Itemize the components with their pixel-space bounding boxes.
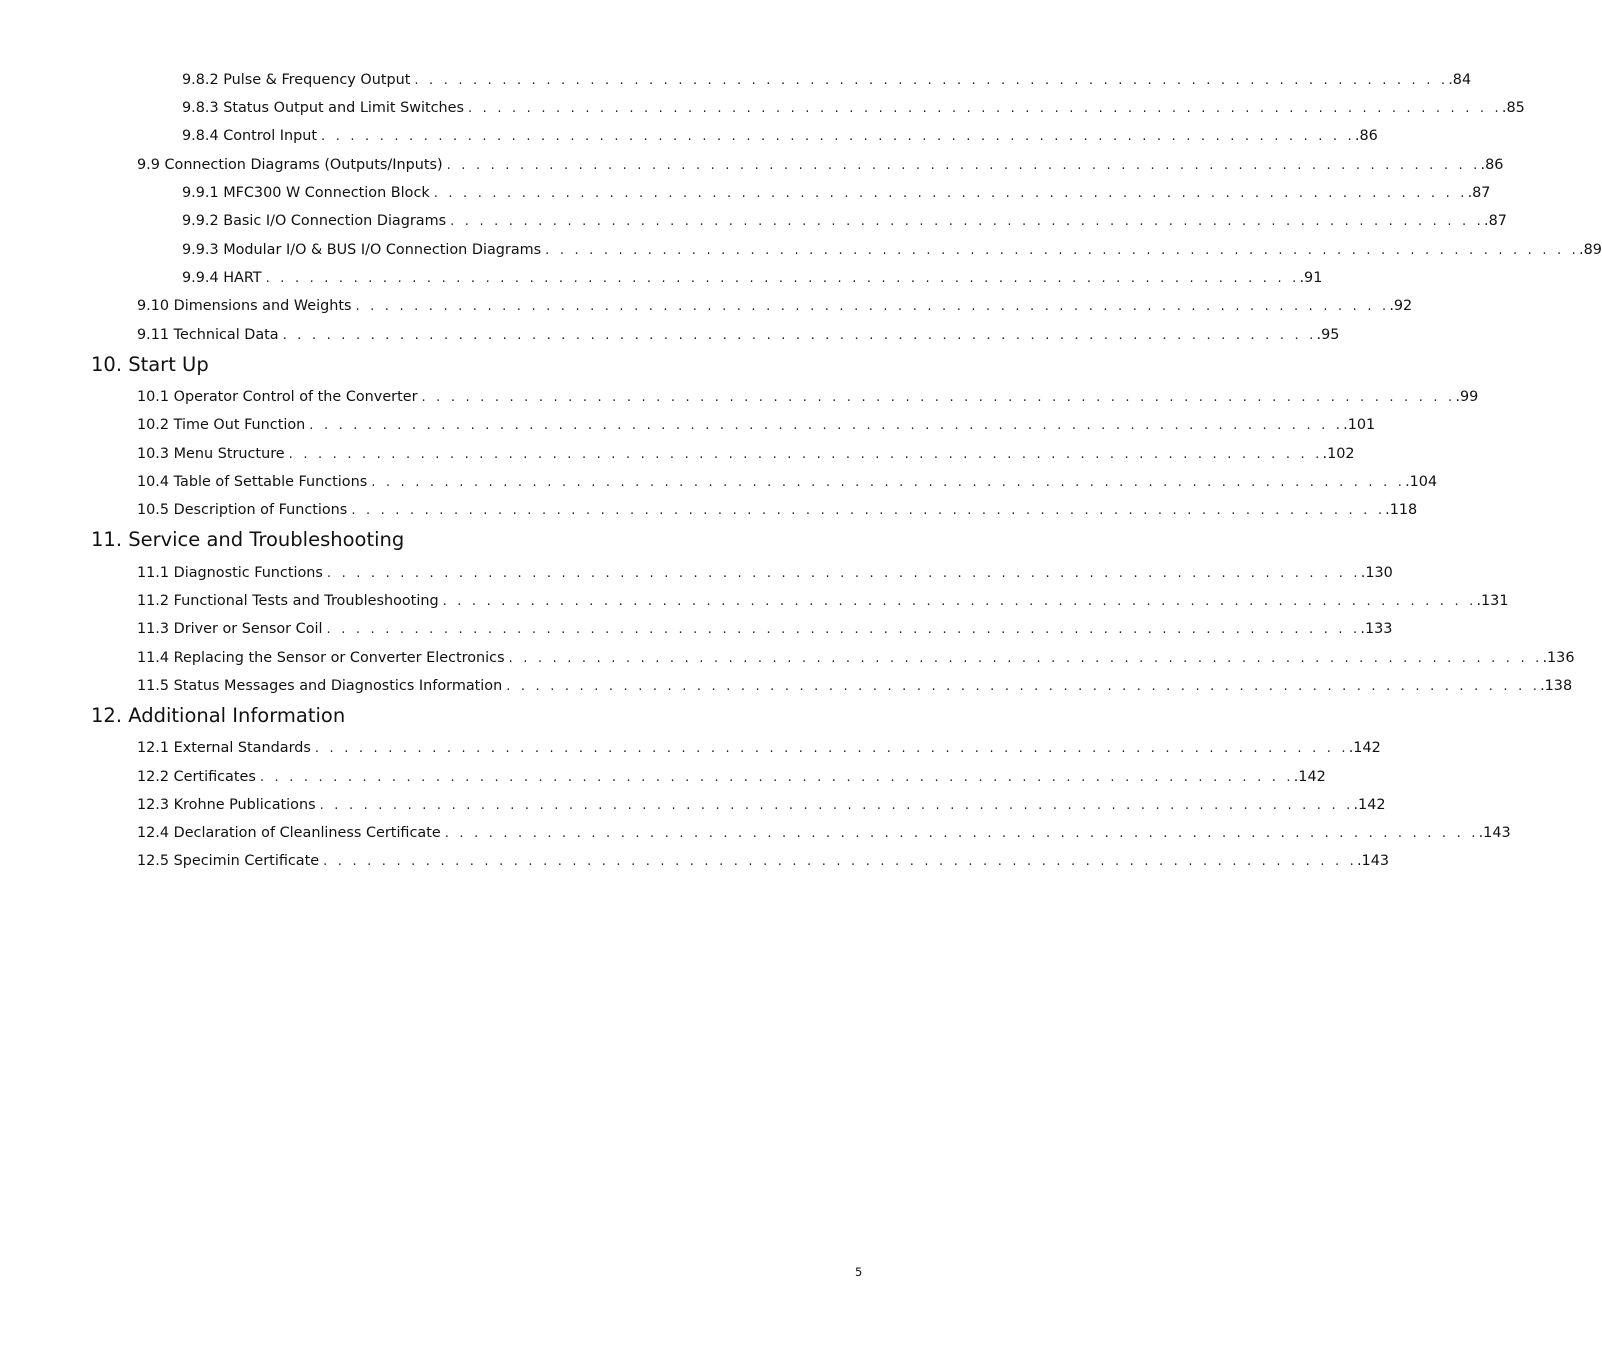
toc-entry-9-10[interactable] xyxy=(137,296,1413,316)
toc-entry-title: 9.9.2 Basic I/O Connection Diagrams xyxy=(182,213,447,229)
toc-entry-page: .142 xyxy=(1348,740,1381,756)
toc-entry-page: .95 xyxy=(1316,327,1340,343)
toc-entry-12-3[interactable] xyxy=(137,795,1386,815)
dot-leader: . . . . . . . . . . . . . . . . . . . . . . . . . . . . . . . . . . . . . . . . . . . . . . . . . . . . . . . . . . . . . . . . . . . . . . . xyxy=(545,243,1580,258)
toc-entry-page: .86 xyxy=(1354,128,1378,144)
toc-entry-title: 11.5 Status Messages and Diagnostics Information xyxy=(137,678,503,694)
toc-entry-12-4[interactable] xyxy=(137,823,1511,843)
toc-entry-page: .136 xyxy=(1542,650,1575,666)
dot-leader: . . . . . . . . . . . . . . . . . . . . . . . . . . . . . . . . . . . . . . . . . . . . . . . . . . . . . . . . . . . . . . . . . . . . . . . xyxy=(309,418,1344,433)
toc-entry-title: 10.3 Menu Structure xyxy=(137,446,285,462)
toc-entry-page: .131 xyxy=(1476,593,1509,609)
toc-entry-page: .92 xyxy=(1389,298,1413,314)
dot-leader: . . . . . . . . . . . . . . . . . . . . . . . . . . . . . . . . . . . . . . . . . . . . . . . . . . . . . . . . . . . . . . . . . . . . . . . xyxy=(508,651,1543,666)
toc-entry-title: 10.1 Operator Control of the Converter xyxy=(137,389,418,405)
toc-entry-page: .102 xyxy=(1322,446,1355,462)
toc-entry-title: 11.4 Replacing the Sensor or Converter Electronics xyxy=(137,650,505,666)
toc-entry-page: .130 xyxy=(1360,565,1393,581)
toc-entry-page: .86 xyxy=(1480,157,1504,173)
toc-entry-title: 10.5 Description of Functions xyxy=(137,502,348,518)
toc-entry-title: 12.2 Certificates xyxy=(137,769,256,785)
dot-leader: . . . . . . . . . . . . . . . . . . . . . . . . . . . . . . . . . . . . . . . . . . . . . . . . . . . . . . . . . . . . . . . . . . . . . . . xyxy=(314,741,1349,756)
dot-leader: . . . . . . . . . . . . . . . . . . . . . . . . . . . . . . . . . . . . . . . . . . . . . . . . . . . . . . . . . . . . . . . . . . . . . . . xyxy=(351,503,1386,518)
toc-entry-page: .87 xyxy=(1484,213,1507,229)
toc-entry-title: 9.11 Technical Data xyxy=(137,327,279,343)
toc-entry-9-8-4[interactable] xyxy=(182,126,1378,146)
toc-entry-title: 11.3 Driver or Sensor Coil xyxy=(137,621,323,637)
toc-entry-title: 12.5 Specimin Certificate xyxy=(137,853,320,869)
dot-leader: . . . . . . . . . . . . . . . . . . . . . . . . . . . . . . . . . . . . . . . . . . . . . . . . . . . . . . . . . . . . . . . . . . . . . . . xyxy=(446,158,1481,173)
toc-entry-page: .118 xyxy=(1385,502,1418,518)
toc-entry-page: .87 xyxy=(1467,185,1491,201)
dot-leader: . . . . . . . . . . . . . . . . . . . . . . . . . . . . . . . . . . . . . . . . . . . . . . . . . . . . . . . . . . . . . . . . . . . . . . . xyxy=(288,447,1323,462)
dot-leader: . . . . . . . . . . . . . . . . . . . . . . . . . . . . . . . . . . . . . . . . . . . . . . . . . . . . . . . . . . . . . . . . . . . . . . . xyxy=(442,594,1477,609)
toc-entry-10-5[interactable] xyxy=(137,500,1418,520)
toc-entry-9-9-4[interactable] xyxy=(182,268,1323,288)
toc-entry-page: .101 xyxy=(1343,417,1376,433)
toc-entry-title: 10.4 Table of Settable Functions xyxy=(137,474,368,490)
toc-entry-9-9-3[interactable] xyxy=(182,240,1602,260)
toc-entry-title: 9.8.2 Pulse & Frequency Output xyxy=(182,72,411,88)
toc-entry-9-9-2[interactable] xyxy=(182,211,1507,231)
section-heading-12[interactable]: 12. Additional Information xyxy=(91,704,346,727)
dot-leader: . . . . . . . . . . . . . . . . . . . . . . . . . . . . . . . . . . . . . . . . . . . . . . . . . . . . . . . . . . . . . . . . . . . . . . . xyxy=(468,101,1502,116)
toc-entry-page: .85 xyxy=(1501,100,1525,116)
dot-leader: . . . . . . . . . . . . . . . . . . . . . . . . . . . . . . . . . . . . . . . . . . . . . . . . . . . . . . . . . . . . . . . . . . . . . . . xyxy=(321,129,1355,144)
toc-entry-page: .104 xyxy=(1405,474,1438,490)
toc-entry-10-3[interactable] xyxy=(137,444,1355,464)
dot-leader: . . . . . . . . . . . . . . . . . . . . . . . . . . . . . . . . . . . . . . . . . . . . . . . . . . . . . . . . . . . . . . . . . . . . . . . xyxy=(506,679,1541,694)
dot-leader: . . . . . . . . . . . . . . . . . . . . . . . . . . . . . . . . . . . . . . . . . . . . . . . . . . . . . . . . . . . . . . . . . . . . . . . xyxy=(371,475,1406,490)
toc-entry-page: .143 xyxy=(1356,853,1390,869)
toc-entry-title: 9.9.4 HART xyxy=(182,270,262,286)
section-heading-11[interactable]: 11. Service and Troubleshooting xyxy=(91,528,405,551)
page-number: 5 xyxy=(855,1265,863,1279)
toc-entry-page: .91 xyxy=(1299,270,1323,286)
dot-leader: . . . . . . . . . . . . . . . . . . . . . . . . . . . . . . . . . . . . . . . . . . . . . . . . . . . . . . . . . . . . . . . . . . . . . . . xyxy=(282,328,1317,343)
dot-leader: . . . . . . . . . . . . . . . . . . . . . . . . . . . . . . . . . . . . . . . . . . . . . . . . . . . . . . . . . . . . . . . . . . . . . . . xyxy=(414,73,1449,88)
toc-entry-10-4[interactable] xyxy=(137,472,1438,492)
dot-leader: . . . . . . . . . . . . . . . . . . . . . . . . . . . . . . . . . . . . . . . . . . . . . . . . . . . . . . . . . . . . . . . . . . . . . . . xyxy=(326,566,1361,581)
toc-entry-page: .99 xyxy=(1455,389,1479,405)
toc-entry-page: .84 xyxy=(1448,72,1472,88)
toc-entry-page: .89 xyxy=(1579,242,1602,258)
toc-entry-9-8-3[interactable] xyxy=(182,98,1525,118)
dot-leader: . . . . . . . . . . . . . . . . . . . . . . . . . . . . . . . . . . . . . . . . . . . . . . . . . . . . . . . . . . . . . . . . . . . . . . . xyxy=(259,770,1294,785)
dot-leader: . . . . . . . . . . . . . . . . . . . . . . . . . . . . . . . . . . . . . . . . . . . . . . . . . . . . . . . . . . . . . . . . . . . . . . . xyxy=(444,826,1479,841)
dot-leader: . . . . . . . . . . . . . . . . . . . . . . . . . . . . . . . . . . . . . . . . . . . . . . . . . . . . . . . . . . . . . . . . . . . . . . . xyxy=(326,622,1361,637)
toc-entry-title: 9.8.3 Status Output and Limit Switches xyxy=(182,100,465,116)
toc-entry-11-3[interactable] xyxy=(137,619,1393,639)
toc-entry-9-9-1[interactable] xyxy=(182,183,1491,203)
toc-entry-page: .143 xyxy=(1478,825,1511,841)
toc-entry-11-1[interactable] xyxy=(137,563,1393,583)
toc-entry-title: 9.10 Dimensions and Weights xyxy=(137,298,352,314)
section-heading-10[interactable]: 10. Start Up xyxy=(91,353,209,376)
dot-leader: . . . . . . . . . . . . . . . . . . . . . . . . . . . . . . . . . . . . . . . . . . . . . . . . . . . . . . . . . . . . . . . . . . . . . . . xyxy=(355,299,1390,314)
toc-entry-page: .133 xyxy=(1360,621,1393,637)
toc-entry-12-5[interactable] xyxy=(137,851,1390,871)
toc-entry-title: 12.1 External Standards xyxy=(137,740,311,756)
toc-entry-title: 9.9.3 Modular I/O & BUS I/O Connection Diagrams xyxy=(182,242,542,258)
toc-entry-page: .142 xyxy=(1353,797,1386,813)
toc-entry-11-5[interactable] xyxy=(137,676,1573,696)
toc-entry-title: 9.8.4 Control Input xyxy=(182,128,318,144)
dot-leader: . . . . . . . . . . . . . . . . . . . . . . . . . . . . . . . . . . . . . . . . . . . . . . . . . . . . . . . . . . . . . . . . . . . . . . . xyxy=(265,271,1300,286)
toc-entry-10-1[interactable] xyxy=(137,387,1479,407)
toc-entry-title: 11.1 Diagnostic Functions xyxy=(137,565,323,581)
toc-entry-title: 10.2 Time Out Function xyxy=(137,417,306,433)
toc-entry-page: .138 xyxy=(1540,678,1573,694)
toc-entry-page: .142 xyxy=(1293,769,1326,785)
toc-entry-9-9[interactable] xyxy=(137,155,1504,175)
toc-entry-11-2[interactable] xyxy=(137,591,1509,611)
toc-entry-11-4[interactable] xyxy=(137,648,1575,668)
toc-entry-12-1[interactable] xyxy=(137,738,1381,758)
toc-entry-title: 12.4 Declaration of Cleanliness Certificate xyxy=(137,825,441,841)
dot-leader: . . . . . . . . . . . . . . . . . . . . . . . . . . . . . . . . . . . . . . . . . . . . . . . . . . . . . . . . . . . . . . . . . . . . . . . xyxy=(421,390,1456,405)
toc-entry-title: 12.3 Krohne Publications xyxy=(137,797,316,813)
toc-entry-9-8-2[interactable] xyxy=(182,70,1472,90)
toc-entry-title: 11.2 Functional Tests and Troubleshooting xyxy=(137,593,439,609)
dot-leader: . . . . . . . . . . . . . . . . . . . . . . . . . . . . . . . . . . . . . . . . . . . . . . . . . . . . . . . . . . . . . . . . . . . . . . . xyxy=(433,186,1468,201)
toc-entry-title: 9.9 Connection Diagrams (Outputs/Inputs) xyxy=(137,157,443,173)
dot-leader: . . . . . . . . . . . . . . . . . . . . . . . . . . . . . . . . . . . . . . . . . . . . . . . . . . . . . . . . . . . . . . . . . . . . . . . xyxy=(450,214,1484,229)
dot-leader: . . . . . . . . . . . . . . . . . . . . . . . . . . . . . . . . . . . . . . . . . . . . . . . . . . . . . . . . . . . . . . . . . . . . . . . xyxy=(323,854,1357,869)
toc-entry-10-2[interactable] xyxy=(137,415,1376,435)
toc-entry-title: 9.9.1 MFC300 W Connection Block xyxy=(182,185,430,201)
toc-entry-9-11[interactable] xyxy=(137,325,1340,345)
dot-leader: . . . . . . . . . . . . . . . . . . . . . . . . . . . . . . . . . . . . . . . . . . . . . . . . . . . . . . . . . . . . . . . . . . . . . . . xyxy=(319,798,1354,813)
toc-entry-12-2[interactable] xyxy=(137,767,1326,787)
